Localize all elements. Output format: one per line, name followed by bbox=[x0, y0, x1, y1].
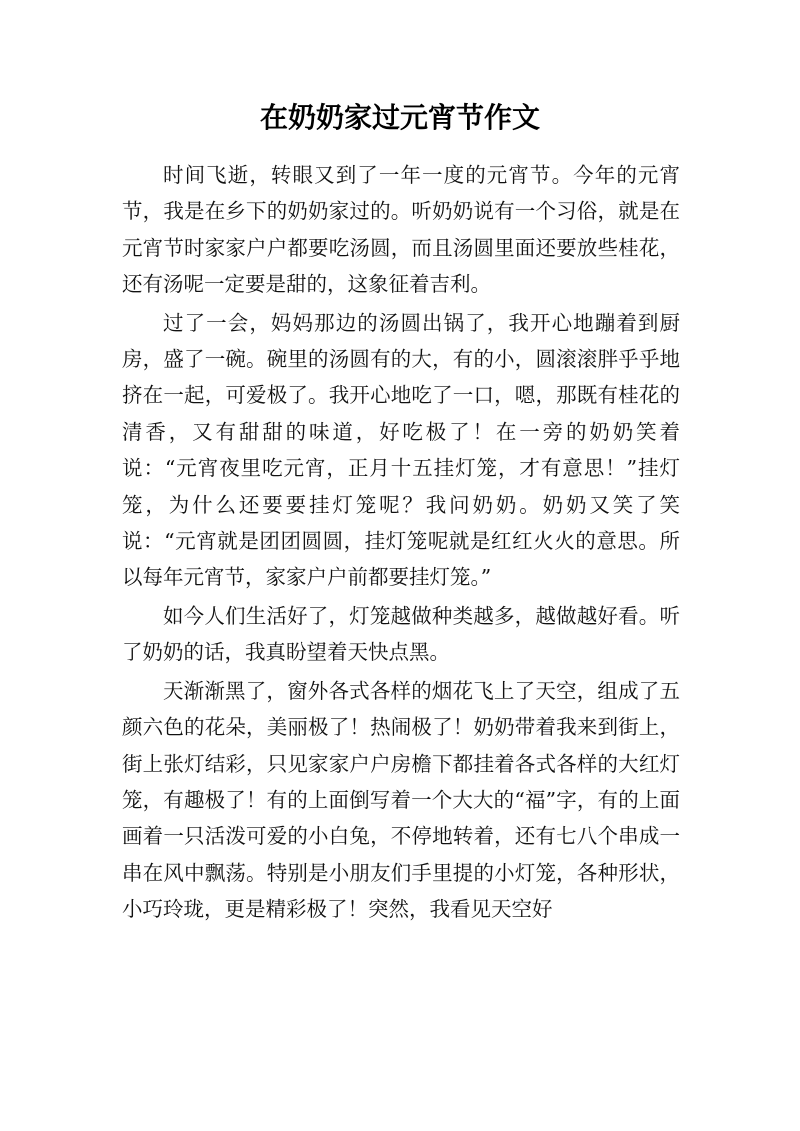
paragraph-4: 天渐渐黑了，窗外各式各样的烟花飞上了天空，组成了五颜六色的花朵，美丽极了！热闹极了！奶奶带着我来到街上，街上张灯结彩，只见家家户户房檐下都挂着各式各样的大红灯笼，有趣极了！有的上面倒写着一个大大的“福”字，有的上面画着一只活泼可爱的小白兔，不停地转着，还有七八个串成一串在风中飘荡。特别是小朋友们手里提的小灯笼，各种形状，小巧玲珑，更是精彩极了！突然，我看见天空好 bbox=[122, 678, 680, 922]
document-title: 在奶奶家过元宵节作文 bbox=[259, 101, 540, 134]
paragraph-1: 时间飞逝，转眼又到了一年一度的元宵节。今年的元宵节，我是在乡下的奶奶家过的。听奶奶说有一个习俗，就是在元宵节时家家户户都要吃汤圆，而且汤圆里面还要放些桂花，还有汤呢一定要是甜的，这象征着吉利。 bbox=[122, 163, 680, 297]
paragraph-2: 过了一会，妈妈那边的汤圆出锅了，我开心地蹦着到厨房，盛了一碗。碗里的汤圆有的大，有的小，圆滚滚胖乎乎地挤在一起，可爱极了。我开心地吃了一口，嗯，那既有桂花的清香，又有甜甜的味道，好吃极了！在一旁的奶奶笑着说：“元宵夜里吃元宵，正月十五挂灯笼，才有意思！”挂灯笼，为什么还要要挂灯笼呢？我问奶奶。奶奶又笑了笑说：“元宵就是团团圆圆，挂灯笼呢就是红红火火的意思。所以每年元宵节，家家户户前都要挂灯笼。” bbox=[122, 310, 680, 590]
document-body bbox=[122, 157, 680, 930]
paragraph-3: 如今人们生活好了，灯笼越做种类越多，越做越好看。听了奶奶的话，我真盼望着天快点黑。 bbox=[122, 603, 680, 665]
